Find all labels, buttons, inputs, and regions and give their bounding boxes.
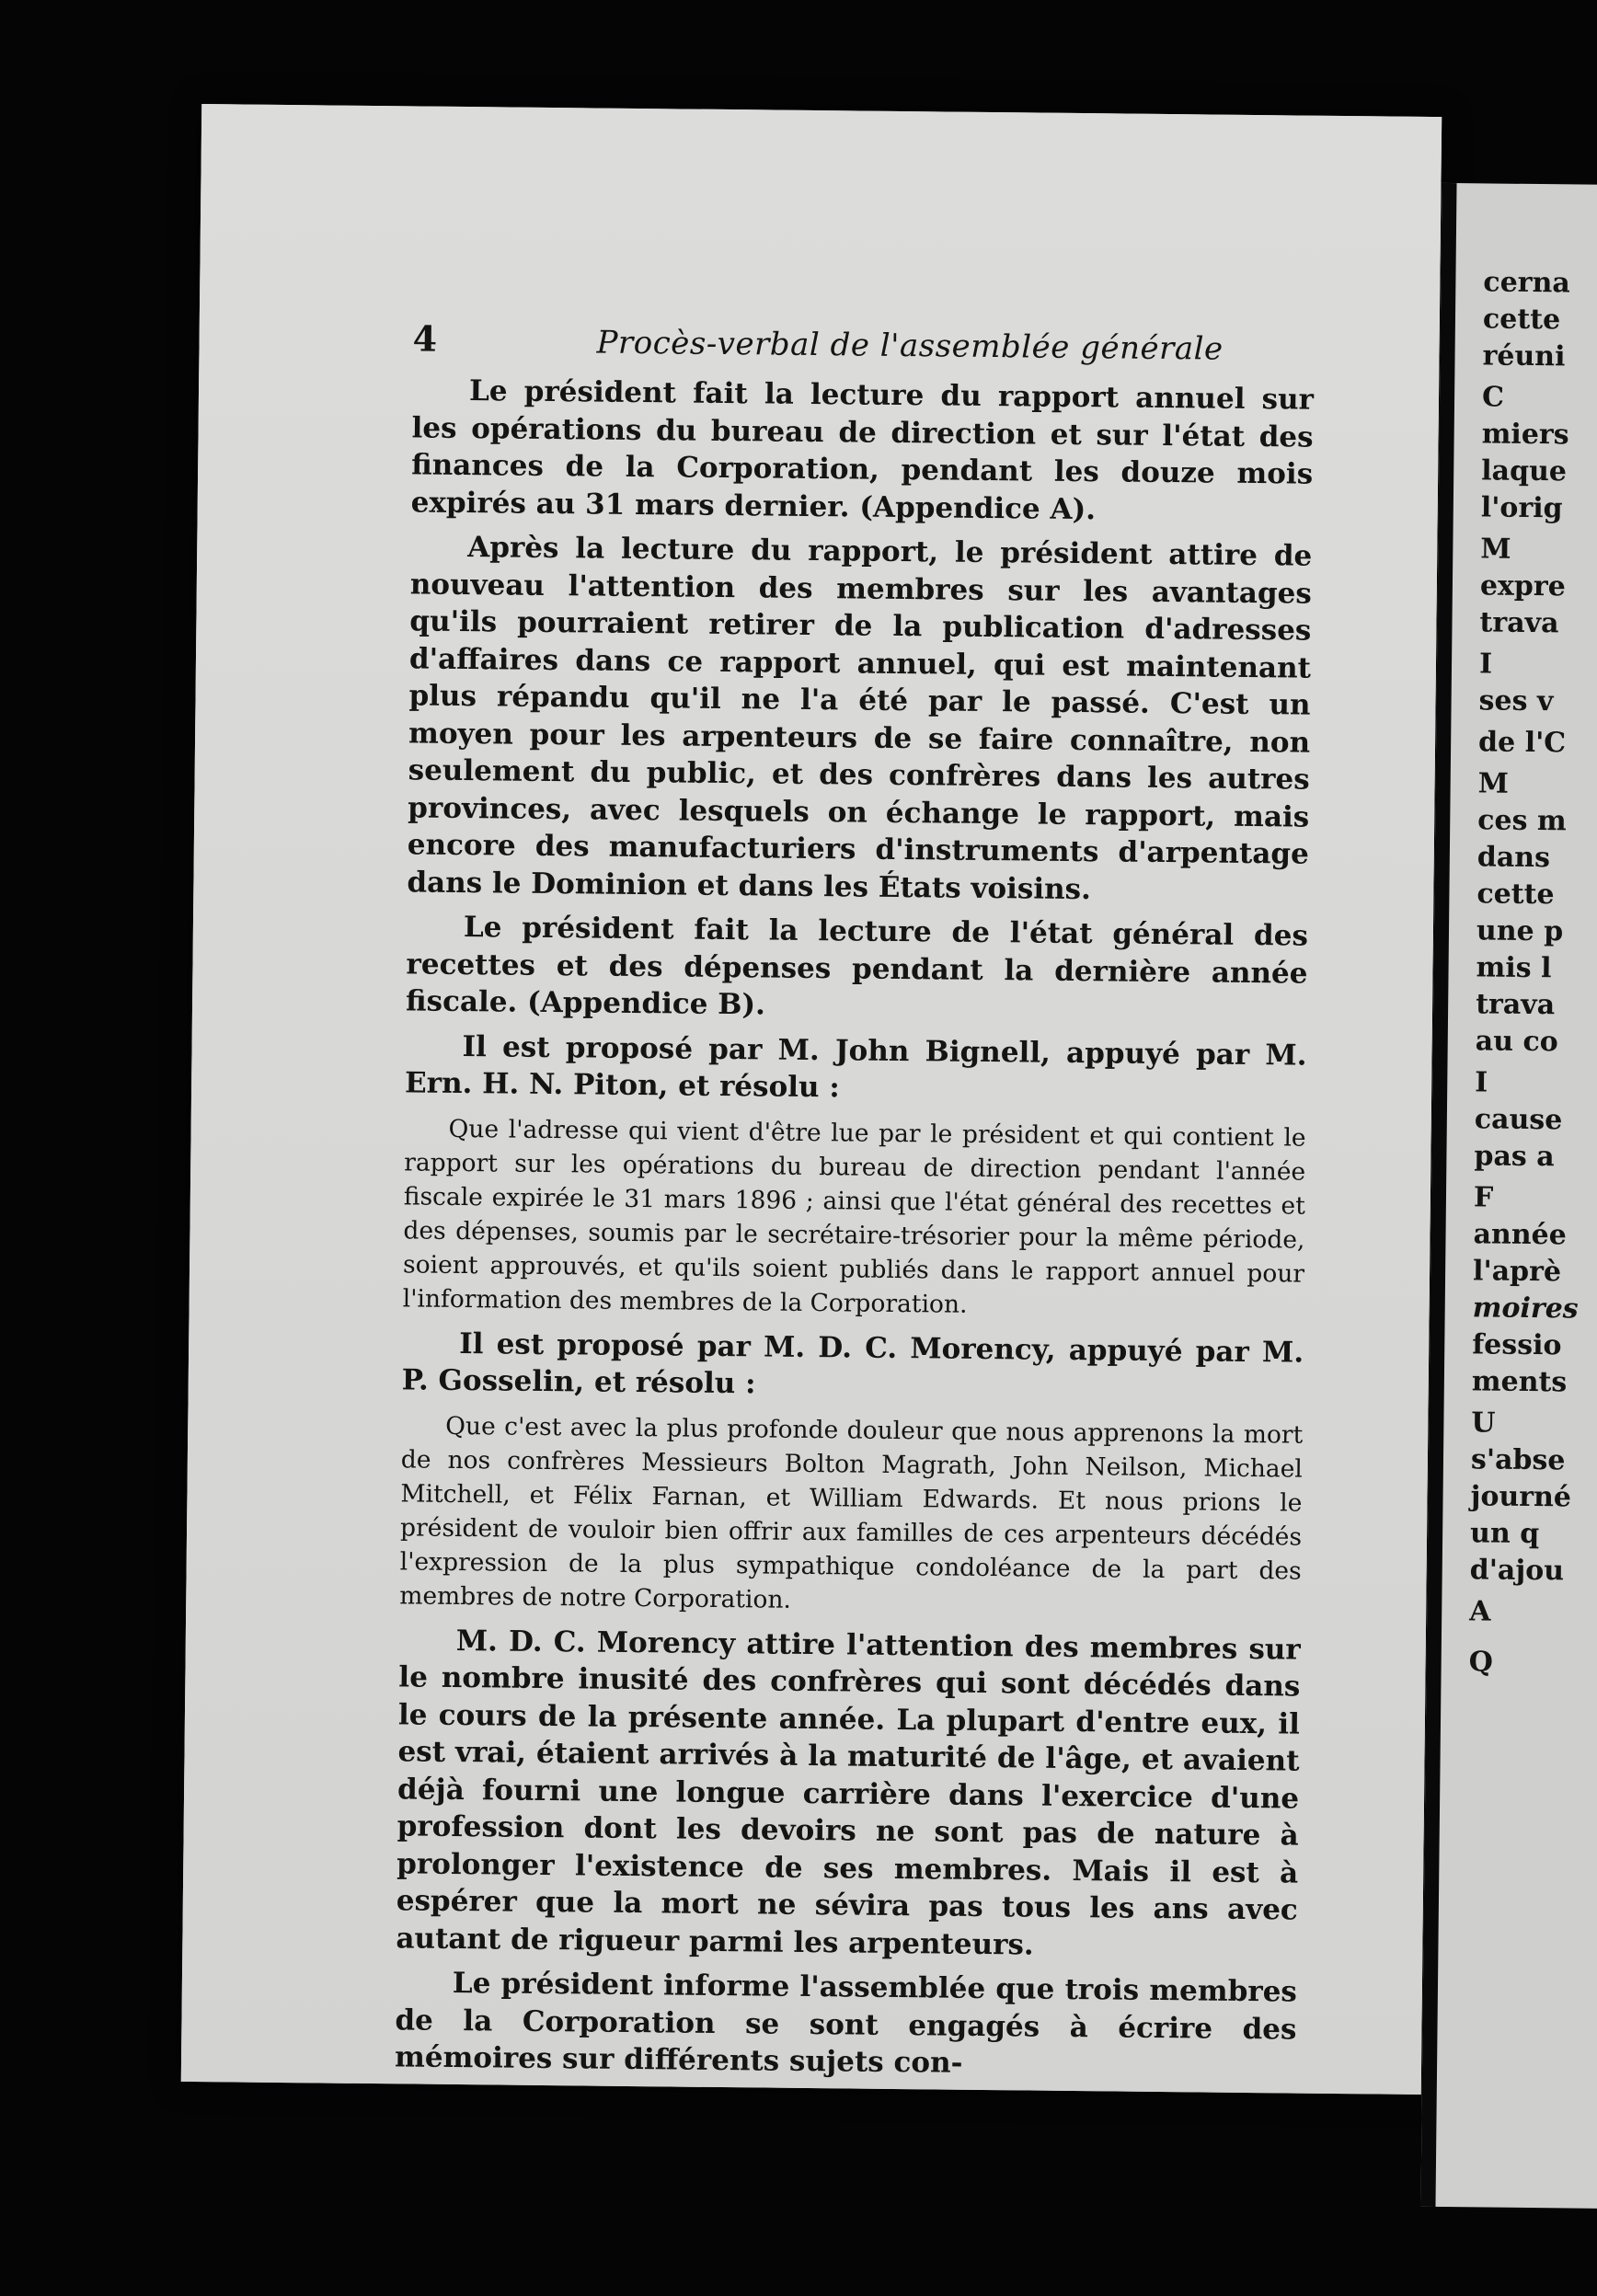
body-paragraph: Le président fait la lecture de l'état général des recettes et des dépenses pendant la dernière année fiscale. (Appendice B). <box>405 911 1309 1022</box>
adjacent-page-fragment: trava <box>1475 988 1556 1022</box>
adjacent-page-fragment: U <box>1471 1406 1496 1440</box>
adjacent-page-fragment: C <box>1481 381 1505 414</box>
adjacent-page-fragment: cerna <box>1483 266 1570 300</box>
adjacent-page-fragment: F <box>1473 1181 1494 1214</box>
adjacent-page-fragment: cause <box>1474 1103 1563 1137</box>
adjacent-page-fragment: M <box>1480 533 1511 566</box>
resolution-paragraph: Que c'est avec la plus profonde douleur que nous apprenons la mort de nos confrères Messieurs Bolton Magrath, John Neilson, Michael Mitchell, et Félix Farnan, et William Edwards. Et nous prions le président de vouloir bien offrir aux familles de ces arpenteurs décédés l'expression de la plus sympathique condoléance de la part des membres de notre Corporation. <box>399 1411 1304 1614</box>
adjacent-page-fragment: au co <box>1475 1025 1558 1059</box>
adjacent-page-fragment: ces m <box>1477 804 1567 838</box>
adjacent-page-fragment: dans <box>1476 841 1551 875</box>
page-content <box>395 317 1315 2085</box>
adjacent-page-fragment: ses v <box>1478 684 1554 718</box>
body-paragraph: Après la lecture du rapport, le président attire de nouveau l'attention des membres sur les avantages qu'ils pourraient retirer de la publication d'adresses d'affaires dans ce rapport annuel, qui est maintenant plus répandu qu'il ne l'a été par le passé. C'est un moyen pour les arpenteurs de se faire connaître, non seulement du public, et des confrères dans les autres provinces, avec lesquels on échange le rapport, mais encore des manufacturiers d'instruments d'arpentage dans le Dominion et dans les États voisins. <box>407 531 1313 906</box>
adjacent-page-edge <box>1420 183 1597 2209</box>
adjacent-page-fragment: réuni <box>1482 339 1566 373</box>
adjacent-page-fragment: mis l <box>1476 951 1552 985</box>
adjacent-page-fragment: expre <box>1479 569 1566 603</box>
adjacent-page-fragment: I <box>1475 1066 1488 1099</box>
adjacent-page-fragment: un q <box>1469 1517 1540 1551</box>
adjacent-page-fragment: année <box>1473 1218 1567 1252</box>
adjacent-page-fragment: I <box>1478 648 1493 681</box>
body-paragraph: Le président fait la lecture du rapport annuel sur les opérations du bureau de direction et sur l'état des finances de la Corporation, pendant les douze mois expirés au 31 mars dernier. (Appendice A). <box>410 374 1315 526</box>
adjacent-page-fragment: trava <box>1479 606 1559 640</box>
body-text <box>395 372 1314 2085</box>
document-page <box>181 104 1442 2095</box>
resolution-paragraph: Que l'adresse qui vient d'être lue par le président et qui contient le rapport sur les opérations du bureau de direction pendant l'année fiscale expirée le 31 mars 1896 ; ainsi que l'état général des recettes et des dépenses, soumis par le secrétaire-trésorier pour la même période, soient approuvés, et qu'ils soient publiés dans le rapport annuel pour l'information des membres de la Corporation. <box>402 1114 1306 1319</box>
adjacent-page-fragment: moires <box>1472 1292 1579 1326</box>
body-paragraph: Il est proposé par M. D. C. Morency, appuyé par M. P. Gosselin, et résolu : <box>401 1326 1304 1401</box>
adjacent-page-fragment: ments <box>1471 1365 1568 1399</box>
adjacent-page-fragment: l'orig <box>1480 491 1563 525</box>
page-header <box>412 317 1314 368</box>
adjacent-page-fragment: cette <box>1482 303 1561 337</box>
adjacent-page-fragment: de l'C <box>1477 726 1567 760</box>
adjacent-page-fragment: M <box>1477 767 1510 800</box>
adjacent-page-fragment: Q <box>1468 1646 1494 1679</box>
running-head: Procès-verbal de l'assemblée générale <box>596 324 1224 368</box>
body-paragraph: Il est proposé par M. John Bignell, appuyé par M. Ern. H. N. Piton, et résolu : <box>404 1029 1307 1105</box>
adjacent-page-fragment: l'aprè <box>1472 1255 1562 1289</box>
adjacent-page-fragment: cette <box>1476 878 1555 912</box>
body-paragraph: M. D. C. Morency attire l'attention des membres sur le nombre inusité des confrères qui sont décédés dans le cours de la présente année. La plupart d'entre eux, il est vrai, étaient arrivés à la maturité de l'âge, et avaient déjà fourni une longue carrière dans l'exercice d'une profession dont les devoirs ne sont pas de nature à prolonger l'existence de ses membres. Mais il est à espérer que la mort ne sévira pas tous les ans avec autant de rigueur parmi les arpenteurs. <box>396 1624 1301 1962</box>
adjacent-page-fragment: laque <box>1481 454 1568 488</box>
adjacent-page-fragment: fessio <box>1472 1328 1562 1362</box>
adjacent-page-fragment: journé <box>1470 1480 1572 1514</box>
adjacent-page-fragment: pas a <box>1474 1140 1555 1174</box>
adjacent-page-fragment: une p <box>1476 914 1564 948</box>
adjacent-page-fragment: s'abse <box>1470 1443 1566 1477</box>
body-paragraph: Le président informe l'assemblée que trois membres de la Corporation se sont engagés à écrire des mémoires sur différents sujets con- <box>394 1966 1298 2080</box>
adjacent-page-fragment: miers <box>1481 418 1569 452</box>
adjacent-page-fragment: A <box>1469 1595 1491 1628</box>
page-number: 4 <box>412 317 438 360</box>
adjacent-page-fragment: d'ajou <box>1469 1554 1565 1588</box>
